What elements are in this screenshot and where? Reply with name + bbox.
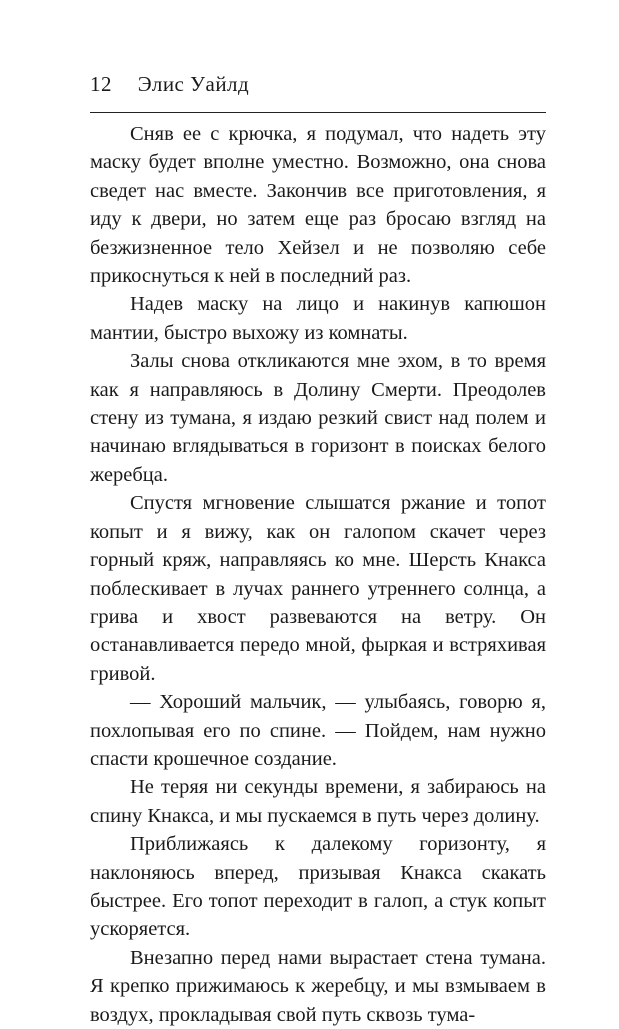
header-author: Элис Уайлд <box>137 72 250 96</box>
header-rule <box>90 112 546 113</box>
paragraph: Сняв ее с крючка, я подумал, что надеть эту маску будет вполне уместно. Возможно, она снова сведет нас вместе. Закончив все приготовления, я иду к двери, но затем еще раз бросаю взгляд на безжизненное тело Хейзел и не позволяю себе прикоснуться к ней в последний раз. <box>90 123 546 288</box>
running-header <box>90 72 249 97</box>
paragraph: Надев маску на лицо и накинув капюшон мантии, быстро выхожу из комнаты. <box>90 293 546 344</box>
paragraph: — Хороший мальчик, — улыбаясь, говорю я, похлопывая его по спине. — Пойдем, нам нужно спасти крошечное создание. <box>90 691 546 770</box>
paragraph: Внезапно перед нами вырастает стена тумана. Я крепко прижимаюсь к жеребцу, и мы взмываем в воздух, прокладывая свой путь сквозь тума- <box>90 946 546 1026</box>
paragraph: Залы снова откликаются мне эхом, в то время как я направляюсь в Долину Смерти. Преодолев стену из тумана, я издаю резкий свист над полем и начинаю вглядываться в горизонт в поисках белого жеребца. <box>90 350 546 486</box>
paragraph: Не теряя ни секунды времени, я забираюсь на спину Кнакса, и мы пускаемся в путь через долину. <box>90 776 546 827</box>
paragraph: Спустя мгновение слышатся ржание и топот копыт и я вижу, как он галопом скачет через горный кряж, направляясь ко мне. Шерсть Кнакса поблескивает в лучах раннего утреннего солнца, а грива и хвост развеваются на ветру. Он останавливается передо мной, фыркая и встряхивая гривой. <box>90 492 546 685</box>
body-text <box>90 120 546 1029</box>
paragraph: Приближаясь к далекому горизонту, я наклоняюсь вперед, призывая Кнакса скакать быстрее. Его топот переходит в галоп, а стук копыт ускоряется. <box>90 833 546 941</box>
page-number: 12 <box>90 72 112 96</box>
